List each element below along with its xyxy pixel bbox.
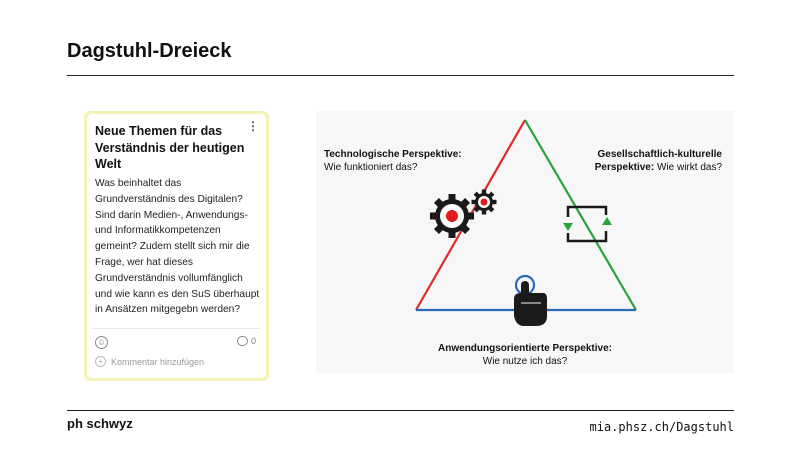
- footer-logo-text: ph schwyz: [67, 416, 133, 431]
- plus-icon: +: [95, 356, 106, 367]
- soc-title-line2: Perspektive:: [594, 162, 655, 173]
- more-options-icon[interactable]: ⋮: [247, 119, 259, 133]
- technological-perspective-label: [324, 148, 462, 174]
- dagstuhl-diagram: [316, 111, 734, 373]
- app-title: Anwendungsorientierte Perspektive:: [438, 343, 612, 354]
- application-perspective-label: [316, 342, 734, 368]
- card-body: Was beinhaltet das Grundverständnis des Digitalen? Sind darin Medien-, Anwendungs- und Informatikkompetenzen gemeint? Zudem stellt sich mir die Frage, wer hat dieses Grundverständnis vollumfänglich und wie kann es den SuS überhaupt in Ansätzen mitgegebn werden?: [95, 178, 260, 316]
- padlet-card[interactable]: [84, 111, 269, 381]
- societal-perspective-label: [595, 148, 722, 174]
- gears-icon: [430, 190, 497, 239]
- tech-title: Technologische Perspektive:: [324, 149, 462, 160]
- comment-icon: [237, 336, 248, 346]
- footer-divider: [67, 410, 734, 411]
- add-comment-field[interactable]: [95, 356, 204, 367]
- title-divider: [67, 75, 734, 76]
- card-content: [87, 114, 266, 378]
- app-question: Wie nutze ich das?: [482, 356, 568, 367]
- comment-count: 0: [250, 336, 256, 346]
- comment-count-button[interactable]: [237, 336, 256, 346]
- soc-question: Wie wirkt das?: [656, 162, 722, 173]
- tech-question: Wie funktioniert das?: [324, 162, 418, 173]
- soc-title-line1: Gesellschaftlich-kulturelle: [597, 149, 722, 160]
- footer-link[interactable]: mia.phsz.ch/Dagstuhl: [589, 420, 734, 434]
- add-comment-placeholder: Kommentar hinzufügen: [111, 356, 205, 367]
- pointing-hand-icon: [514, 276, 547, 326]
- card-title: Neue Themen für das Verständnis der heutigen Welt: [95, 124, 245, 171]
- card-divider: [93, 328, 260, 329]
- add-reaction-icon[interactable]: ☺: [95, 336, 108, 349]
- slide-title: Dagstuhl-Dreieck: [67, 40, 232, 62]
